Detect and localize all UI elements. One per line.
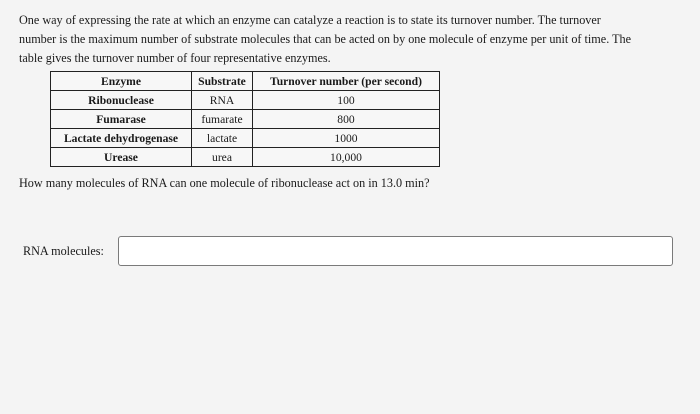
answer-label: RNA molecules: xyxy=(23,244,104,258)
table-row xyxy=(51,91,440,110)
intro-line-2: number is the maximum number of substrate molecules that can be acted on by one molecule of enzyme per unit of time. The xyxy=(19,32,632,46)
problem-intro xyxy=(19,11,687,68)
turnover-cell: 10,000 xyxy=(253,148,440,167)
substrate-cell: fumarate xyxy=(192,110,253,129)
table-row xyxy=(51,110,440,129)
intro-line-1: One way of expressing the rate at which an enzyme can catalyze a reaction is to state its turnover number. The turnover xyxy=(19,13,601,27)
answer-input[interactable] xyxy=(118,236,673,266)
table-row xyxy=(51,148,440,167)
header-enzyme: Enzyme xyxy=(51,72,192,91)
enzyme-cell: Urease xyxy=(51,148,192,167)
enzyme-cell: Fumarase xyxy=(51,110,192,129)
table-header-row xyxy=(51,72,440,91)
turnover-cell: 100 xyxy=(253,91,440,110)
table-row xyxy=(51,129,440,148)
intro-line-3: table gives the turnover number of four representative enzymes. xyxy=(19,51,331,65)
header-substrate: Substrate xyxy=(192,72,253,91)
enzyme-cell: Lactate dehydrogenase xyxy=(51,129,192,148)
enzyme-table xyxy=(50,71,440,167)
substrate-cell: RNA xyxy=(192,91,253,110)
question-text: How many molecules of RNA can one molecule of ribonuclease act on in 13.0 min? xyxy=(19,176,430,190)
turnover-cell: 1000 xyxy=(253,129,440,148)
enzyme-cell: Ribonuclease xyxy=(51,91,192,110)
header-turnover: Turnover number (per second) xyxy=(253,72,440,91)
substrate-cell: urea xyxy=(192,148,253,167)
substrate-cell: lactate xyxy=(192,129,253,148)
turnover-cell: 800 xyxy=(253,110,440,129)
